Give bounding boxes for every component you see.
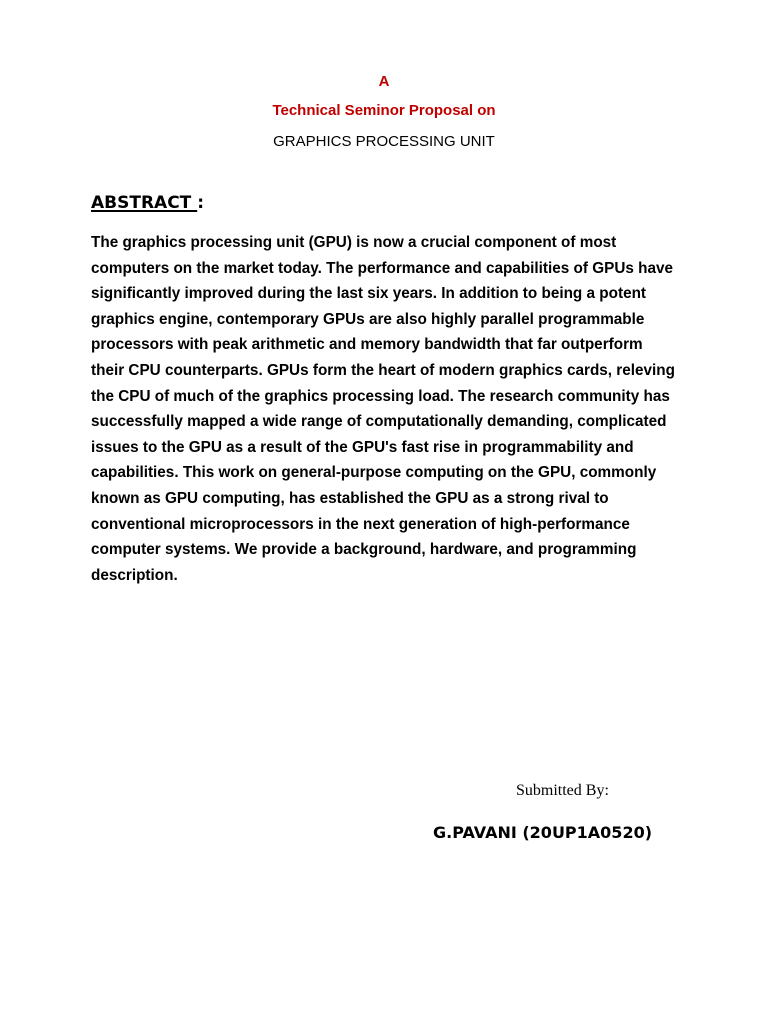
abstract-line: issues to the GPU as a result of the GPU's fast rise in programmability and xyxy=(91,438,634,456)
author-name: G.PAVANI (20UP1A0520) xyxy=(433,823,653,842)
abstract-line: capabilities. This work on general-purpose computing on the GPU, commonly xyxy=(91,464,657,482)
title-topic: GRAPHICS PROCESSING UNIT xyxy=(273,133,495,150)
abstract-line: known as GPU computing, has established the GPU as a strong rival to xyxy=(91,489,609,507)
abstract-heading-text: ABSTRACT xyxy=(91,193,198,213)
abstract-line: description. xyxy=(91,566,178,584)
abstract-line: the CPU of much of the graphics processing load. The research community has xyxy=(91,387,670,405)
submitted-by-label: Submitted By: xyxy=(516,782,609,799)
abstract-heading xyxy=(91,193,204,213)
abstract-line: computers on the market today. The performance and capabilities of GPUs have xyxy=(91,259,673,277)
abstract-line: successfully mapped a wide range of computationally demanding, complicated xyxy=(91,413,667,431)
abstract-line: their CPU counterparts. GPUs form the heart of modern graphics cards, releving xyxy=(91,361,675,379)
abstract-line: computer systems. We provide a background, hardware, and programming xyxy=(91,541,637,559)
title-article: A xyxy=(378,73,390,90)
title-proposal: Technical Seminor Proposal on xyxy=(272,102,496,119)
abstract-line: The graphics processing unit (GPU) is now a crucial component of most xyxy=(91,234,617,251)
abstract-line: significantly improved during the last six years. In addition to being a potent xyxy=(91,285,647,303)
abstract-heading-colon: : xyxy=(197,193,205,213)
abstract-line: processors with peak arithmetic and memory bandwidth that far outperform xyxy=(91,336,643,354)
abstract-line: graphics engine, contemporary GPUs are also highly parallel programmable xyxy=(91,310,645,328)
abstract-line: conventional microprocessors in the next generation of high-performance xyxy=(91,515,630,533)
abstract-body xyxy=(91,230,691,588)
